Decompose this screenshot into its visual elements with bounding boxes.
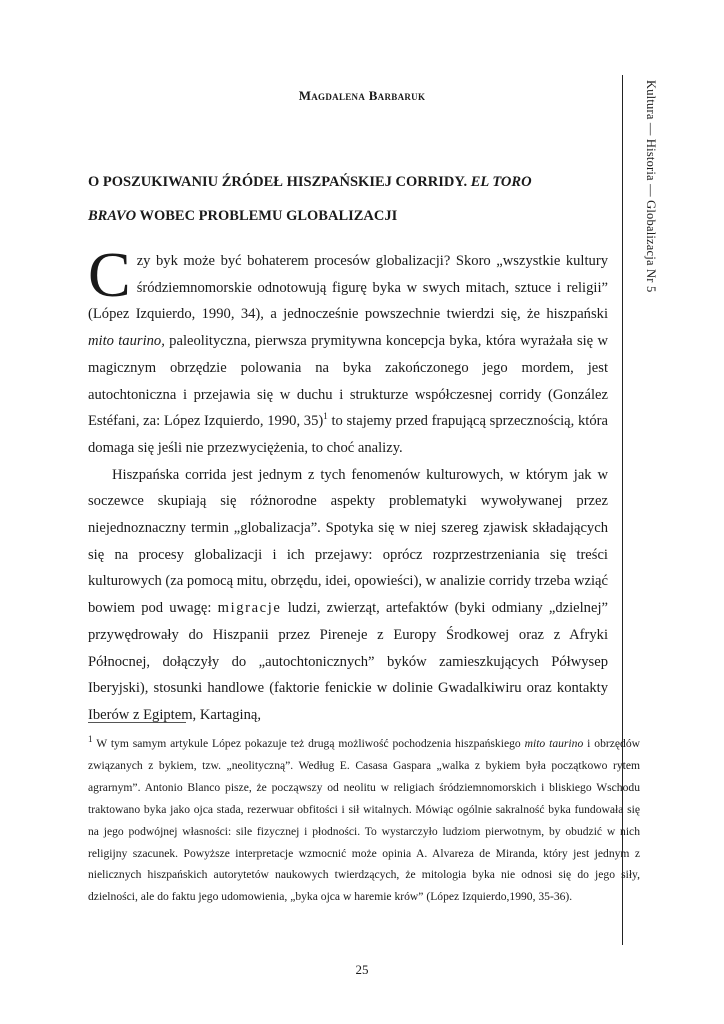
paragraph-1 <box>88 239 608 462</box>
drop-cap: C <box>88 239 131 310</box>
footnote-reference[interactable]: 1 <box>323 411 328 422</box>
title-part-plain-2: WOBEC PROBLEMU GLOBALIZACJI <box>136 208 398 224</box>
paragraph-1-italic: mito taurino, <box>88 333 165 350</box>
footnote-number: 1 <box>88 734 93 745</box>
title-part-italic-2: BRAVO <box>88 208 137 224</box>
author-name <box>0 88 724 104</box>
article-title-line2 <box>88 206 608 226</box>
footnote-separator <box>88 722 186 723</box>
paragraph-2-text-a: Hiszpańska corrida jest jednym z tych fenomenów kulturowych, w którym jak w soczewce skupiają się różnorodne aspekty problematyki wywoływanej przez niejednoznaczny termin „globalizacja”. Spotyka się w niej szereg zjawisk składających się na procesy globalizacji i ich przejawy: oprócz rozprzestrzeniania się treści kulturowych (za pomocą mitu, obrzędu, idei, opowieści), w analizie corridy trzeba wziąć bowiem pod uwagę: <box>88 466 608 617</box>
paragraph-1-text-c: to stajemy przed frapującą sprzecznością, która domaga się jeśli nie przezwyciężenia, to choć analizy. <box>88 413 608 456</box>
paragraph-2-text-b: ludzi, zwierząt, artefaktów (byki odmiany „dzielnej” przywędrowały do Hiszpanii przez Pireneje z Europy Środkowej oraz z Afryki Północnej, dołączyły do „autochtonicznych” byków zamieszkujących Półwysep Iberyjski), stosunki handlowe (faktorie fenickie w dolinie Gwadalkiwiru oraz kontakty Iberów z Egiptem, Kartaginą, <box>88 600 608 723</box>
article-body <box>88 239 608 729</box>
footnote-text-a: W tym samym artykule López pokazuje też drugą możliwość pochodzenia hiszpańskiego <box>92 737 525 750</box>
paragraph-2 <box>88 462 608 729</box>
page-number: 25 <box>355 962 369 977</box>
article-title-line1 <box>88 172 608 192</box>
footnote-italic: mito taurino <box>524 737 584 750</box>
title-part-italic: EL TORO <box>470 174 532 190</box>
running-head: Kultura — Historia — Globalizacja Nr 5 <box>644 80 658 293</box>
paragraph-1-text-b: paleolityczna, pierwsza prymitywna koncepcja byka, która wyrażała się w magicznym obrzędzie polowania na byka zakończonego jego mordem, jest autochtoniczna i przejawia się w duchu i strukturze współczesnej corridy (González Estéfani, za: López Izquierdo, 1990, 35) <box>88 333 608 430</box>
paragraph-1-text-a: zy byk może być bohaterem procesów globalizacji? Skoro „wszystkie kultury śródziemnomorskie odnotowują figurę byka w swych mitach, sztuce i religii” (López Izquierdo, 1990, 34), a jednocześnie powszechnie twierdzi się, że hiszpański <box>88 253 608 323</box>
title-part-plain: O POSZUKIWANIU ŹRÓDEŁ HISZPAŃSKIEJ CORRIDY. <box>88 174 471 190</box>
footnote <box>88 733 640 908</box>
paragraph-2-spaced: migracje <box>217 600 282 617</box>
author-text: Magdalena Barbaruk <box>298 88 426 103</box>
footnote-text-b: i obrzędów związanych z bykiem, tzw. „neolityczną”. Według E. Casasa Gaspara „walka z bykiem była początkowo rytem agrarnym”. Antonio Blanco pisze, że począwszy od neolitu w religiach śródziemnomorskich i bliskiego Wschodu traktowano byka jako ojca stada, rezerwuar obfitości i sił witalnych. Mówiąc ogólnie sakralność byka fundowała się na jego podwójnej własności: sile fizycznej i płodności. To wystarczyło ludziom pierwotnym, by obudzić w nich religijny szacunek. Powyższe interpretacje wzmocnić może opinia A. Alvareza de Miranda, który jest jednym z nielicznych hiszpańskich autorytetów naukowych twierdzących, że mitologia byka nie odnosi się do jego siły, dzielności, ale do faktu jego udomowienia, „byka ojca w haremie krów” (López Izquierdo,1990, 35-36). <box>88 737 640 904</box>
